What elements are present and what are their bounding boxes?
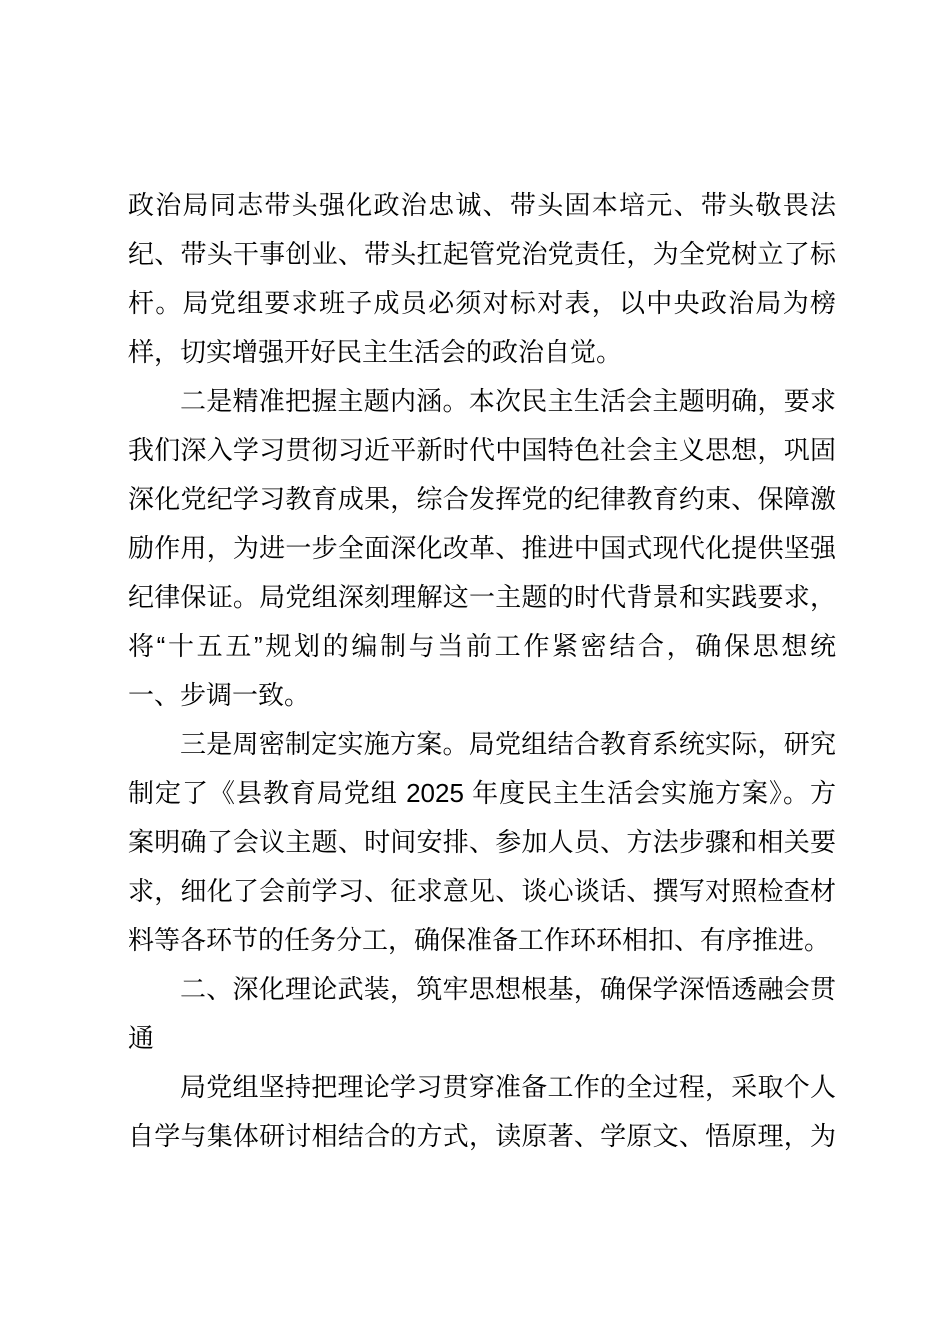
text-line: 制定了《县教育局党组 2025 年度民主生活会实施方案》。方 [128, 778, 836, 808]
text-line: 三是周密制定实施方案。局党组结合教育系统实际，研究 [180, 729, 836, 759]
text-line: 杆。局党组要求班子成员必须对标对表，以中央政治局为榜 [128, 288, 836, 318]
text-line: 我们深入学习贯彻习近平新时代中国特色社会主义思想，巩固 [128, 435, 836, 465]
text-line: 将“十五五”规划的编制与当前工作紧密结合，确保思想统 [128, 631, 836, 661]
text-line: 一、步调一致。 [128, 680, 311, 710]
text-line: 励作用，为进一步全面深化改革、推进中国式现代化提供坚强 [128, 533, 836, 563]
text-line: 案明确了会议主题、时间安排、参加人员、方法步骤和相关要 [128, 827, 836, 857]
text-line: 二是精准把握主题内涵。本次民主生活会主题明确，要求 [180, 386, 836, 416]
document-text-body [128, 181, 836, 1161]
text-line: 政治局同志带头强化政治忠诚、带头固本培元、带头敬畏法 [128, 190, 836, 220]
text-line: 深化党纪学习教育成果，综合发挥党的纪律教育约束、保障激 [128, 484, 836, 514]
text-line: 求，细化了会前学习、征求意见、谈心谈话、撰写对照检查材 [128, 876, 836, 906]
text-line: 纪律保证。局党组深刻理解这一主题的时代背景和实践要求， [128, 582, 836, 612]
text-line: 自学与集体研讨相结合的方式，读原著、学原文、悟原理，为 [128, 1121, 836, 1151]
text-line: 二、深化理论武装，筑牢思想根基，确保学深悟透融会贯 [180, 974, 836, 1004]
text-line: 纪、带头干事创业、带头扛起管党治党责任，为全党树立了标 [128, 239, 836, 269]
text-line: 局党组坚持把理论学习贯穿准备工作的全过程，采取个人 [180, 1072, 836, 1102]
text-line: 样，切实增强开好民主生活会的政治自觉。 [128, 337, 623, 367]
text-line: 通 [128, 1023, 155, 1053]
text-line: 料等各环节的任务分工，确保准备工作环环相扣、有序推进。 [128, 925, 831, 955]
